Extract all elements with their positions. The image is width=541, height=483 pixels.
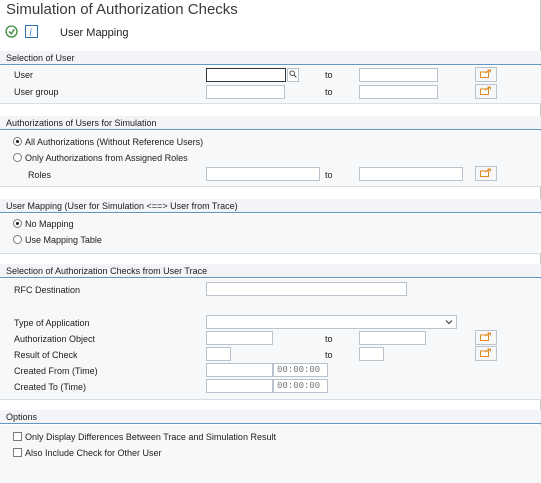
execute-icon[interactable] xyxy=(5,25,18,38)
multiple-selection-icon xyxy=(480,86,492,97)
section-user-mapping xyxy=(0,214,541,254)
section-header-trace-selection: Selection of Authorization Checks from User Trace xyxy=(0,264,541,278)
user-to-input[interactable] xyxy=(359,68,438,82)
authorization-object-to-input[interactable] xyxy=(359,331,426,345)
multiple-selection-icon xyxy=(480,332,492,343)
user-group-from-input[interactable] xyxy=(206,85,285,99)
created-from-label: Created From (Time) xyxy=(14,366,98,376)
window-title: Simulation of Authorization Checks xyxy=(6,1,238,18)
radio-only-assigned-roles[interactable] xyxy=(13,153,22,162)
svg-text:i: i xyxy=(29,27,33,38)
roles-label: Roles xyxy=(28,170,52,180)
section-header-authorizations: Authorizations of Users for Simulation xyxy=(0,116,541,130)
radio-all-authorizations[interactable] xyxy=(13,137,22,146)
user-from-input[interactable] xyxy=(206,68,286,82)
only-display-differences-label: Only Display Differences Between Trace and Simulation Result xyxy=(25,432,276,442)
checkbox-only-display-differences[interactable] xyxy=(13,432,22,441)
bottom-strip xyxy=(0,469,541,483)
multiple-selection-icon xyxy=(480,69,492,80)
type-of-application-label: Type of Application xyxy=(14,318,90,328)
authorization-object-to-label: to xyxy=(325,334,333,344)
include-other-user-label: Also Include Check for Other User xyxy=(25,448,162,458)
rfc-destination-input[interactable] xyxy=(206,282,407,296)
use-mapping-table-label: Use Mapping Table xyxy=(25,235,102,245)
created-from-date-input[interactable] xyxy=(206,363,273,377)
user-label: User xyxy=(14,70,34,80)
no-mapping-label: No Mapping xyxy=(25,219,74,229)
roles-from-input[interactable] xyxy=(206,167,320,181)
section-header-user-mapping: User Mapping (User for Simulation <==> User from Trace) xyxy=(0,199,541,213)
result-of-check-from-input[interactable] xyxy=(206,347,231,361)
type-of-application-dropdown[interactable] xyxy=(206,315,457,329)
roles-to-input[interactable] xyxy=(359,167,463,181)
roles-to-label: to xyxy=(325,170,333,180)
created-to-time-input[interactable]: 00:00:00 xyxy=(273,379,328,393)
radio-no-mapping[interactable] xyxy=(13,219,22,228)
result-of-check-multiple-selection-button[interactable] xyxy=(475,346,497,361)
user-to-label: to xyxy=(325,70,333,80)
created-from-time-input[interactable]: 00:00:00 xyxy=(273,363,328,377)
authorization-object-label: Authorization Object xyxy=(14,334,96,344)
result-of-check-label: Result of Check xyxy=(14,350,78,360)
result-of-check-to-label: to xyxy=(325,350,333,360)
user-group-label: User group xyxy=(14,87,59,97)
section-header-options: Options xyxy=(0,410,541,424)
created-to-date-input[interactable] xyxy=(206,379,273,393)
info-icon[interactable] xyxy=(25,25,38,38)
rfc-destination-label: RFC Destination xyxy=(14,285,81,295)
user-group-to-input[interactable] xyxy=(359,85,438,99)
search-icon xyxy=(289,70,297,80)
user-mapping-button[interactable]: User Mapping xyxy=(60,27,129,39)
authorization-object-multiple-selection-button[interactable] xyxy=(475,330,497,345)
user-group-to-label: to xyxy=(325,87,333,97)
roles-multiple-selection-button[interactable] xyxy=(475,166,497,181)
radio-use-mapping-table[interactable] xyxy=(13,235,22,244)
result-of-check-to-input[interactable] xyxy=(359,347,384,361)
checkbox-include-other-user[interactable] xyxy=(13,448,22,457)
toolbar xyxy=(0,22,541,44)
authorization-object-from-input[interactable] xyxy=(206,331,273,345)
user-group-multiple-selection-button[interactable] xyxy=(475,84,497,99)
all-authorizations-label: All Authorizations (Without Reference Users) xyxy=(25,137,204,147)
only-assigned-roles-label: Only Authorizations from Assigned Roles xyxy=(25,153,188,163)
created-to-label: Created To (Time) xyxy=(14,382,87,392)
multiple-selection-icon xyxy=(480,168,492,179)
chevron-down-icon xyxy=(445,318,453,326)
multiple-selection-icon xyxy=(480,348,492,359)
section-header-selection-of-user: Selection of User xyxy=(0,51,541,65)
user-multiple-selection-button[interactable] xyxy=(475,67,497,82)
user-search-help-button[interactable] xyxy=(287,68,299,82)
